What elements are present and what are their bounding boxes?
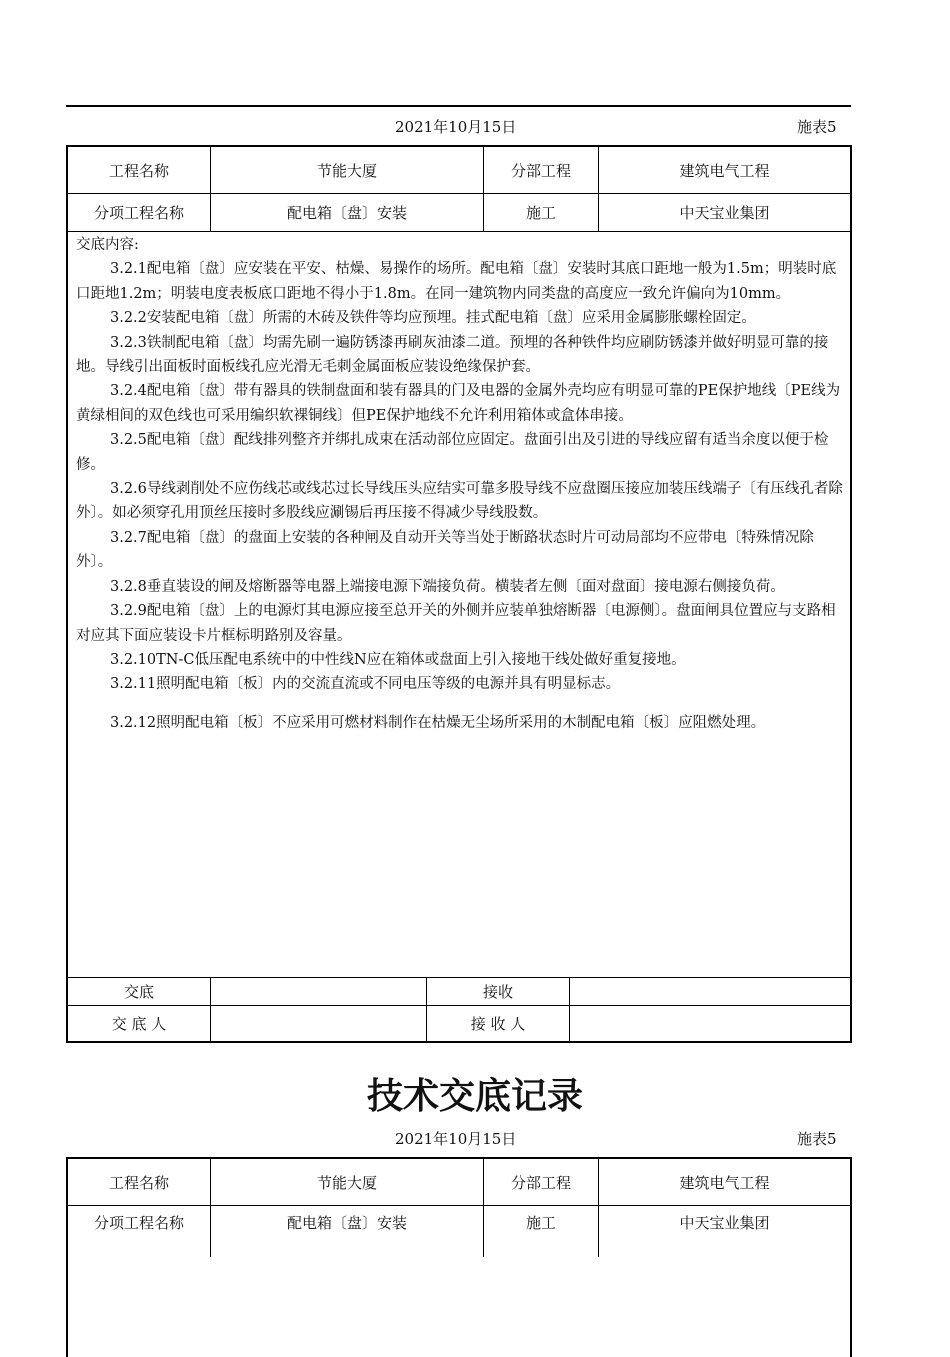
receive-person-field[interactable]: [570, 1006, 850, 1041]
content-item: 3.2.4配电箱〔盘〕带有器具的铁制盘面和装有器具的门及电器的金属外壳均应有明显可靠的PE保护地线〔PE线为黄绿相间的双色线也可采用编织软裸铜线〕但PE保护地线不允许利用箱体或盒体串接。: [76, 383, 841, 424]
date: 2021年10月15日: [395, 1130, 517, 1148]
content-item: 3.2.1配电箱〔盘〕应安装在平安、枯燥、易操作的场所。配电箱〔盘〕安装时其底口距地一般为1.5m；明装时底口距地1.2m；明装电度表板底口距地不得小于1.8m。在同一建筑物内同类盘的高度应一致允许偏向为10mm。: [76, 261, 837, 302]
form-number: 施表5: [797, 1130, 837, 1148]
handover-person-field[interactable]: [211, 1006, 426, 1041]
label-project-name: 工程名称: [108, 161, 169, 180]
label-project-name: 工程名称: [108, 1173, 169, 1192]
content-item: 3.2.10TN-C低压配电系统中的中性线N应在箱体或盘面上引入接地干线处做好重复接地。: [110, 651, 686, 668]
division: 建筑电气工程: [679, 1173, 770, 1192]
label-subitem: 分项工程名称: [93, 1213, 184, 1232]
content-label: 交底内容:: [76, 237, 139, 253]
handover-content: [76, 233, 844, 743]
date: 2021年10月15日: [395, 118, 517, 136]
subitem: 配电箱〔盘〕安装: [286, 204, 407, 222]
page-title: 技术交底记录: [366, 1076, 583, 1117]
content-item: 3.2.7配电箱〔盘〕的盘面上安装的各种闸及自动开关等当处于断路状态时片可动局部均不应带电〔特殊情况除外〕。: [76, 529, 814, 571]
label-division: 分部工程: [510, 161, 571, 180]
division: 建筑电气工程: [679, 161, 770, 180]
receive-field[interactable]: [570, 978, 850, 1005]
content-item: 3.2.6导线剥削处不应伤线芯或线芯过长导线压头应结实可靠多股导线不应盘圈压接应加装压线端子〔有压线孔者除外〕。如必须穿孔用顶丝压接时多股线应涮锡后再压接不得减少导线股数。: [76, 481, 843, 522]
project-name: 节能大厦: [316, 1173, 377, 1192]
label-receive-person: 接 收 人: [470, 1015, 526, 1033]
content-item: 3.2.2安装配电箱〔盘〕所需的木砖及铁件等均应预埋。挂式配电箱〔盘〕应采用金属膨胀螺栓固定。: [110, 310, 756, 327]
label-construction: 施工: [525, 1213, 556, 1232]
subitem: 配电箱〔盘〕安装: [286, 1213, 407, 1232]
handover-field[interactable]: [211, 978, 426, 1005]
form-number: 施表5: [797, 118, 837, 136]
top-rule: [66, 105, 851, 107]
content-item: 3.2.12照明配电箱〔板〕不应采用可燃材料制作在枯燥无尘场所采用的木制配电箱〔板〕应阻燃处理。: [110, 714, 766, 731]
label-division: 分部工程: [510, 1173, 571, 1192]
label-subitem: 分项工程名称: [93, 204, 184, 222]
label-handover-person: 交 底 人: [111, 1015, 167, 1033]
content-item: 3.2.9配电箱〔盘〕上的电源灯其电源应接至总开关的外侧并应装单独熔断器〔电源侧〕。盘面闸具位置应与支路相对应其下面应装设卡片框标明路别及容量。: [76, 603, 836, 644]
construction-company: 中天宝业集团: [679, 1213, 770, 1232]
label-handover: 交底: [123, 983, 154, 1001]
project-name: 节能大厦: [316, 161, 377, 180]
construction-company: 中天宝业集团: [679, 204, 770, 222]
label-construction: 施工: [525, 204, 556, 222]
content-item: 3.2.11照明配电箱〔板〕内的交流直流或不同电压等级的电源并具有明显标志。: [110, 676, 621, 693]
content-item: 3.2.8垂直装设的闸及熔断器等电器上端接电源下端接负荷。横装者左侧〔面对盘面〕接电源右侧接负荷。: [110, 578, 785, 595]
content-item: 3.2.3铁制配电箱〔盘〕均需先刷一遍防锈漆再刷灰油漆二道。预埋的各种铁件均应刷防锈漆并做好明显可靠的接地。导线引出面板时面板线孔应光滑无毛刺金属面板应装设绝缘保护套。: [76, 334, 829, 376]
content-item: 3.2.5配电箱〔盘〕配线排列整齐并绑扎成束在活动部位应固定。盘面引出及引进的导线应留有适当余度以便于检修。: [76, 432, 829, 473]
label-receive: 接收: [482, 983, 513, 1001]
